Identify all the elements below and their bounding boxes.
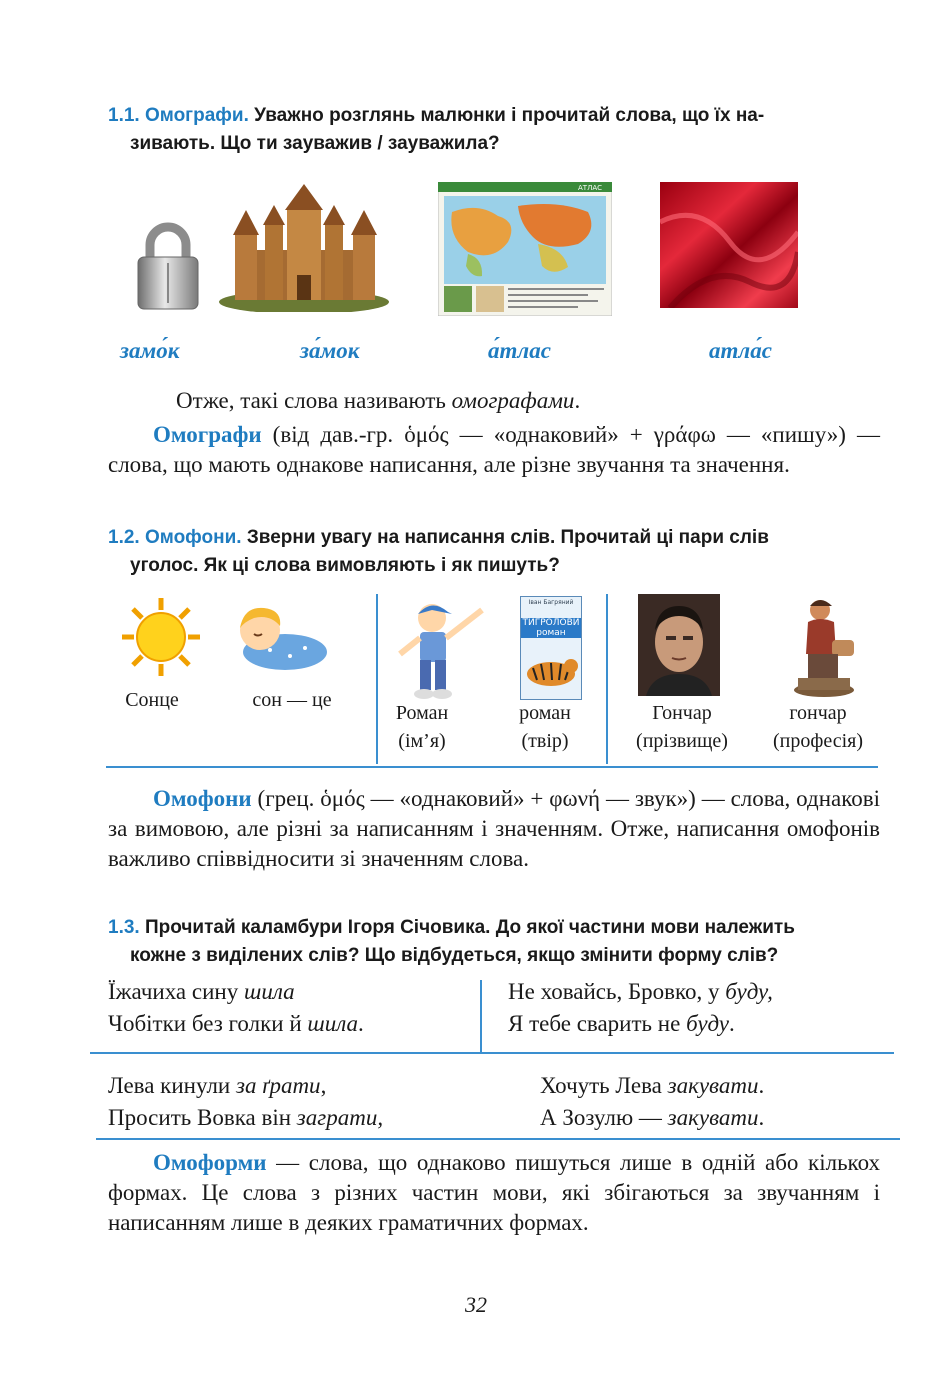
conclusion-text: Отже, такі слова називають: [176, 388, 452, 413]
pun-line: [508, 1008, 773, 1040]
pun-line: [108, 976, 364, 1008]
caption-roman-name-note: (ім’я): [398, 730, 446, 752]
caption-sun: Сонце: [125, 689, 179, 711]
definition-term: Омоформи: [153, 1150, 267, 1175]
word-zamok-castle: за́мок: [300, 338, 360, 363]
definition-text: (грец. ὁμός — «однаковий» + φωνή — звук») — слова, однакові за вимовою, але різні за написанням і значенням. Отже, написання омофонів важливо співвідносити зі значенням слова.: [108, 786, 880, 871]
boy-roman-image: [392, 596, 488, 700]
pun-text: Їжачиха сину: [108, 979, 244, 1004]
book-author: Іван Багряний: [528, 599, 574, 606]
definition-term: Омографи: [153, 422, 262, 447]
padlock-image: [128, 215, 208, 315]
pun-highlight: закувати: [667, 1105, 759, 1130]
sleeping-child-image: [230, 600, 328, 672]
pun-1: [108, 976, 364, 1040]
caption-honchar-surname: [622, 699, 742, 755]
task-text-line1: Зверни увагу на написання слів. Прочитай ці пари слів: [246, 527, 769, 548]
task-1-2: [108, 524, 888, 580]
pun-line: [508, 976, 773, 1008]
task-number: 1.3.: [108, 917, 140, 938]
sun-image: [120, 596, 202, 678]
homoforms-definition: [108, 1148, 880, 1238]
caption-roman-book-note: (твір): [521, 730, 569, 752]
atlas-header: АТЛАС: [578, 184, 603, 192]
word-atlas-book: а́тлас: [488, 338, 551, 363]
table-bottom-rule: [106, 766, 878, 768]
pun-highlight: шила: [307, 1011, 359, 1036]
atlas-map-image: [438, 182, 612, 316]
caption-honchar-profession: [756, 699, 880, 755]
book-title: ТИГРОЛОВИ: [522, 618, 580, 628]
task-text-line1: Прочитай каламбури Ігоря Січовика. До якої частини мови належить: [144, 917, 795, 938]
caption-roman-book: [505, 699, 585, 755]
pun-highlight: заграти,: [296, 1105, 384, 1130]
table-divider-2: [606, 594, 608, 764]
pun-text: .: [358, 1011, 364, 1036]
pun-4: [540, 1070, 764, 1134]
pun-text: Не ховайсь, Бровко, у: [508, 979, 726, 1004]
pun-text: Чобітки без голки й: [108, 1011, 308, 1036]
pun-text: .: [758, 1073, 765, 1098]
caption-honchar-surname-note: (прізвище): [636, 730, 728, 752]
conclusion-term: омографами: [451, 388, 575, 413]
caption-honchar-profession-note: (професія): [773, 730, 863, 752]
honchar-portrait-image: [638, 594, 720, 696]
pun-divider: [480, 980, 482, 1052]
task-title: Омофони.: [144, 527, 242, 548]
task-text-line2: уголос. Як ці слова вимовляють і як пишуть?: [130, 555, 560, 576]
castle-image: [215, 180, 393, 312]
caption-honchar-profession-word: гончар: [789, 702, 847, 724]
table-divider-1: [376, 594, 378, 764]
task-text-line2: кожне з виділених слів? Що відбудеться, якщо змінити форму слів?: [130, 945, 779, 966]
tiger-icon: [521, 644, 581, 694]
word-zamok-lock: замо́к: [120, 338, 180, 363]
page-number: 32: [465, 1292, 487, 1317]
task-number: 1.2.: [108, 527, 140, 548]
caption-roman-name-word: Роман: [395, 702, 449, 724]
satin-fabric-image: [660, 182, 798, 308]
pun-text: .: [729, 1011, 735, 1036]
caption-roman-book-word: роман: [519, 702, 571, 724]
task-1-3: [108, 914, 888, 970]
pun-text: Я тебе сварить не: [508, 1011, 687, 1036]
definition-term: Омофони: [153, 786, 252, 811]
pun-text: А Зозулю —: [540, 1105, 668, 1130]
pun-highlight: шила: [243, 979, 295, 1004]
pun-3: [108, 1070, 383, 1134]
pun-text: Хочуть Лева: [540, 1073, 668, 1098]
caption-roman-name: [382, 699, 462, 755]
caption-sleep: сон — це: [252, 689, 332, 711]
definition-text: — слова, що однаково пишуться лише в одній або кількох формах. Це слова з різних частин мови, які збігаються за звучанням і написанням лише в деяких граматичних формах.: [108, 1150, 880, 1235]
pun-text: Просить Вовка він: [108, 1105, 297, 1130]
pun-text: ,: [320, 1073, 327, 1098]
pun-line: [540, 1070, 764, 1102]
task-1-1: [108, 102, 888, 158]
pun-rule-2: [96, 1138, 900, 1140]
pun-highlight: за ґрати: [235, 1073, 321, 1098]
pun-2: [508, 976, 773, 1040]
pun-highlight: буду: [686, 1011, 730, 1036]
pun-line: [108, 1102, 383, 1134]
conclusion-end: .: [574, 388, 581, 413]
pun-text: Лева кинули: [108, 1073, 236, 1098]
potter-figurine-image: [786, 594, 862, 698]
book-genre: роман: [521, 628, 581, 638]
pun-text: .: [758, 1105, 765, 1130]
homophones-definition: [108, 784, 880, 874]
word-atlas-fabric: атла́с: [709, 338, 772, 363]
pun-line: [108, 1008, 364, 1040]
pun-line: [540, 1102, 764, 1134]
task-title: Омографи.: [144, 105, 249, 126]
definition-text: (від дав.-гр. ὁμός — «однаковий» + γράφω — «пишу») — слова, що мають однакове написання, але різне звучання та значення.: [108, 422, 880, 477]
omographs-definition: [108, 420, 880, 480]
pun-highlight: закувати: [667, 1073, 759, 1098]
book-tyhrolovy-image: [520, 596, 582, 700]
pun-rule-1: [90, 1052, 894, 1054]
task-number: 1.1.: [108, 105, 140, 126]
task-text-line1: Уважно розглянь малюнки і прочитай слова, що їх на-: [254, 105, 765, 126]
omographs-conclusion: [108, 386, 880, 416]
caption-honchar-surname-word: Гончар: [652, 702, 712, 724]
pun-highlight: буду,: [725, 979, 773, 1004]
pun-line: [108, 1070, 383, 1102]
task-text-line2: зивають. Що ти зауважив / зауважила?: [130, 133, 500, 154]
